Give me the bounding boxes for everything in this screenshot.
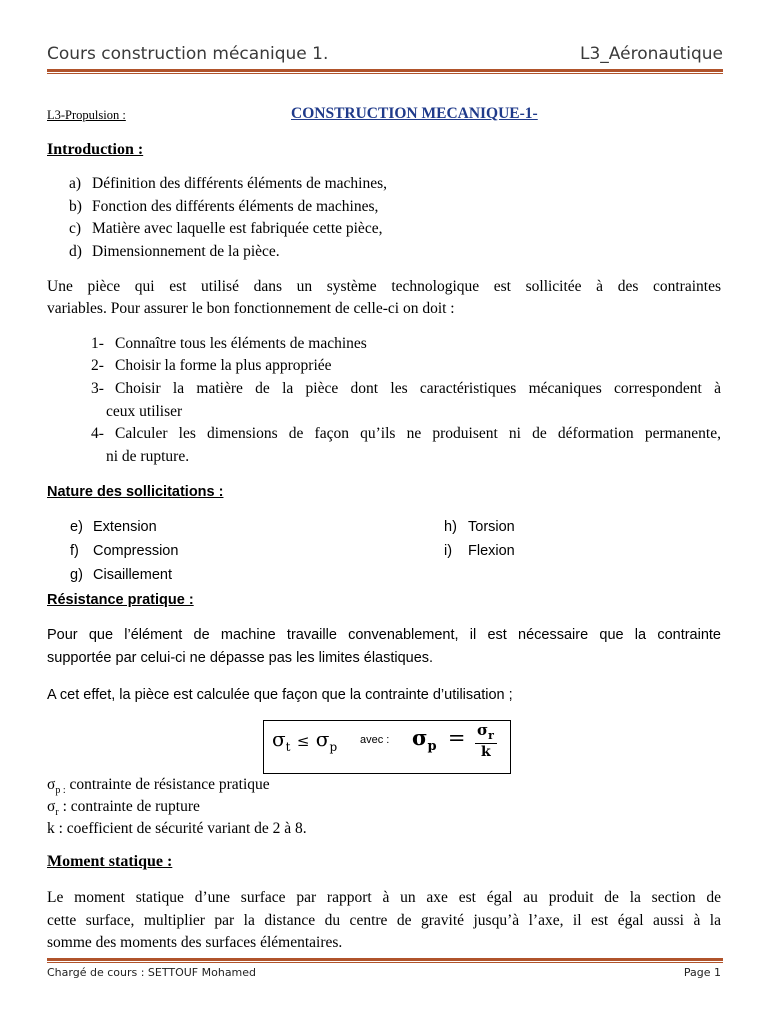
- introduction-heading: Introduction :: [47, 141, 144, 158]
- step-text: Connaître tous les éléments de machines: [115, 335, 367, 352]
- moment-line1: Le moment statique d’une surface par rapport à un axe est égal au produit de la section de: [47, 889, 721, 906]
- moment-line2: cette surface, multiplier par la distance du centre de gravité jusqu’à l’axe, il est égal aussi à la: [47, 912, 721, 929]
- formula-inequality: $\sigma_t \le \sigma_p$: [272, 727, 338, 754]
- footer-rule-thin: [47, 962, 723, 963]
- definition-k: k : coefficient de sécurité variant de 2 à 8.: [47, 820, 307, 837]
- footer-lecturer: Chargé de cours : SETTOUF Mohamed: [47, 966, 257, 979]
- header-course-title: Cours construction mécanique 1.: [47, 44, 329, 64]
- list-item-text: Définition des différents éléments de machines,: [92, 175, 387, 192]
- sollicitation-marker: g): [70, 567, 83, 583]
- sollicitation-item: Cisaillement: [93, 567, 172, 583]
- step-marker: 2-: [91, 357, 104, 374]
- header-rule-thin: [47, 73, 723, 74]
- formula-denominator: k: [481, 744, 491, 760]
- sollicitations-heading: Nature des sollicitations :: [47, 484, 224, 500]
- formula-box: [263, 720, 511, 774]
- formula-numerator: $\sigma_r$: [477, 721, 494, 742]
- definition-sigma-p: $\sigma_{p :}$ contrainte de résistance pratique: [47, 776, 270, 797]
- program-label: L3-Propulsion :: [47, 108, 126, 122]
- step-text-continued: ni de rupture.: [106, 448, 190, 465]
- moment-line3: somme des moments des surfaces élémentaires.: [47, 934, 343, 951]
- resistance-paragraph-line2: supportée par celui-ci ne dépasse pas les limites élastiques.: [47, 650, 434, 666]
- document-title: CONSTRUCTION MECANIQUE-1-: [291, 105, 538, 122]
- resistance-paragraph-2: A cet effet, la pièce est calculée que façon que la contrainte d’utilisation ;: [47, 687, 513, 703]
- header-rule: [47, 69, 723, 72]
- moment-heading: Moment statique :: [47, 853, 173, 870]
- resistance-heading: Résistance pratique :: [47, 592, 194, 608]
- formula-avec: avec :: [360, 734, 390, 746]
- sollicitation-marker: h): [444, 519, 457, 535]
- sollicitation-item: Extension: [93, 519, 157, 535]
- step-marker: 4-: [91, 425, 104, 442]
- list-item-text: Fonction des différents éléments de machines,: [92, 198, 379, 215]
- sollicitation-item: Compression: [93, 543, 179, 559]
- step-text: Choisir la matière de la pièce dont les caractéristiques mécaniques correspondent à: [115, 380, 721, 397]
- sollicitation-marker: f): [70, 543, 79, 559]
- step-marker: 3-: [91, 380, 104, 397]
- list-item-text: Matière avec laquelle est fabriquée cette pièce,: [92, 220, 383, 237]
- list-item-text: Dimensionnement de la pièce.: [92, 243, 280, 260]
- list-item: a): [69, 175, 82, 192]
- step-text: Choisir la forme la plus appropriée: [115, 357, 332, 374]
- resistance-paragraph-line1: Pour que l’élément de machine travaille convenablement, il est nécessaire que la contrainte: [47, 627, 721, 643]
- list-item: d): [69, 243, 82, 260]
- sollicitation-item: Torsion: [468, 519, 515, 535]
- step-text: Calculer les dimensions de façon qu’ils ne produisent ni de déformation permanente,: [115, 425, 721, 442]
- definition-sigma-r: $\sigma_r$ : contrainte de rupture: [47, 798, 200, 819]
- list-item: c): [69, 220, 82, 237]
- intro-paragraph-line2: variables. Pour assurer le bon fonctionnement de celle-ci on doit :: [47, 300, 455, 317]
- list-item: b): [69, 198, 82, 215]
- header-program: L3_Aéronautique: [580, 44, 723, 64]
- footer-rule: [47, 958, 723, 961]
- step-marker: 1-: [91, 335, 104, 352]
- page-number: Page 1: [683, 966, 721, 979]
- sollicitation-item: Flexion: [468, 543, 515, 559]
- formula-sigma-p: $\sigma_p$ =: [412, 725, 466, 755]
- intro-paragraph-line1: Une pièce qui est utilisé dans un système technologique est sollicitée à des contraintes: [47, 278, 721, 295]
- step-text-continued: ceux utiliser: [106, 403, 183, 420]
- sollicitation-marker: e): [70, 519, 83, 535]
- sollicitation-marker: i): [444, 543, 453, 559]
